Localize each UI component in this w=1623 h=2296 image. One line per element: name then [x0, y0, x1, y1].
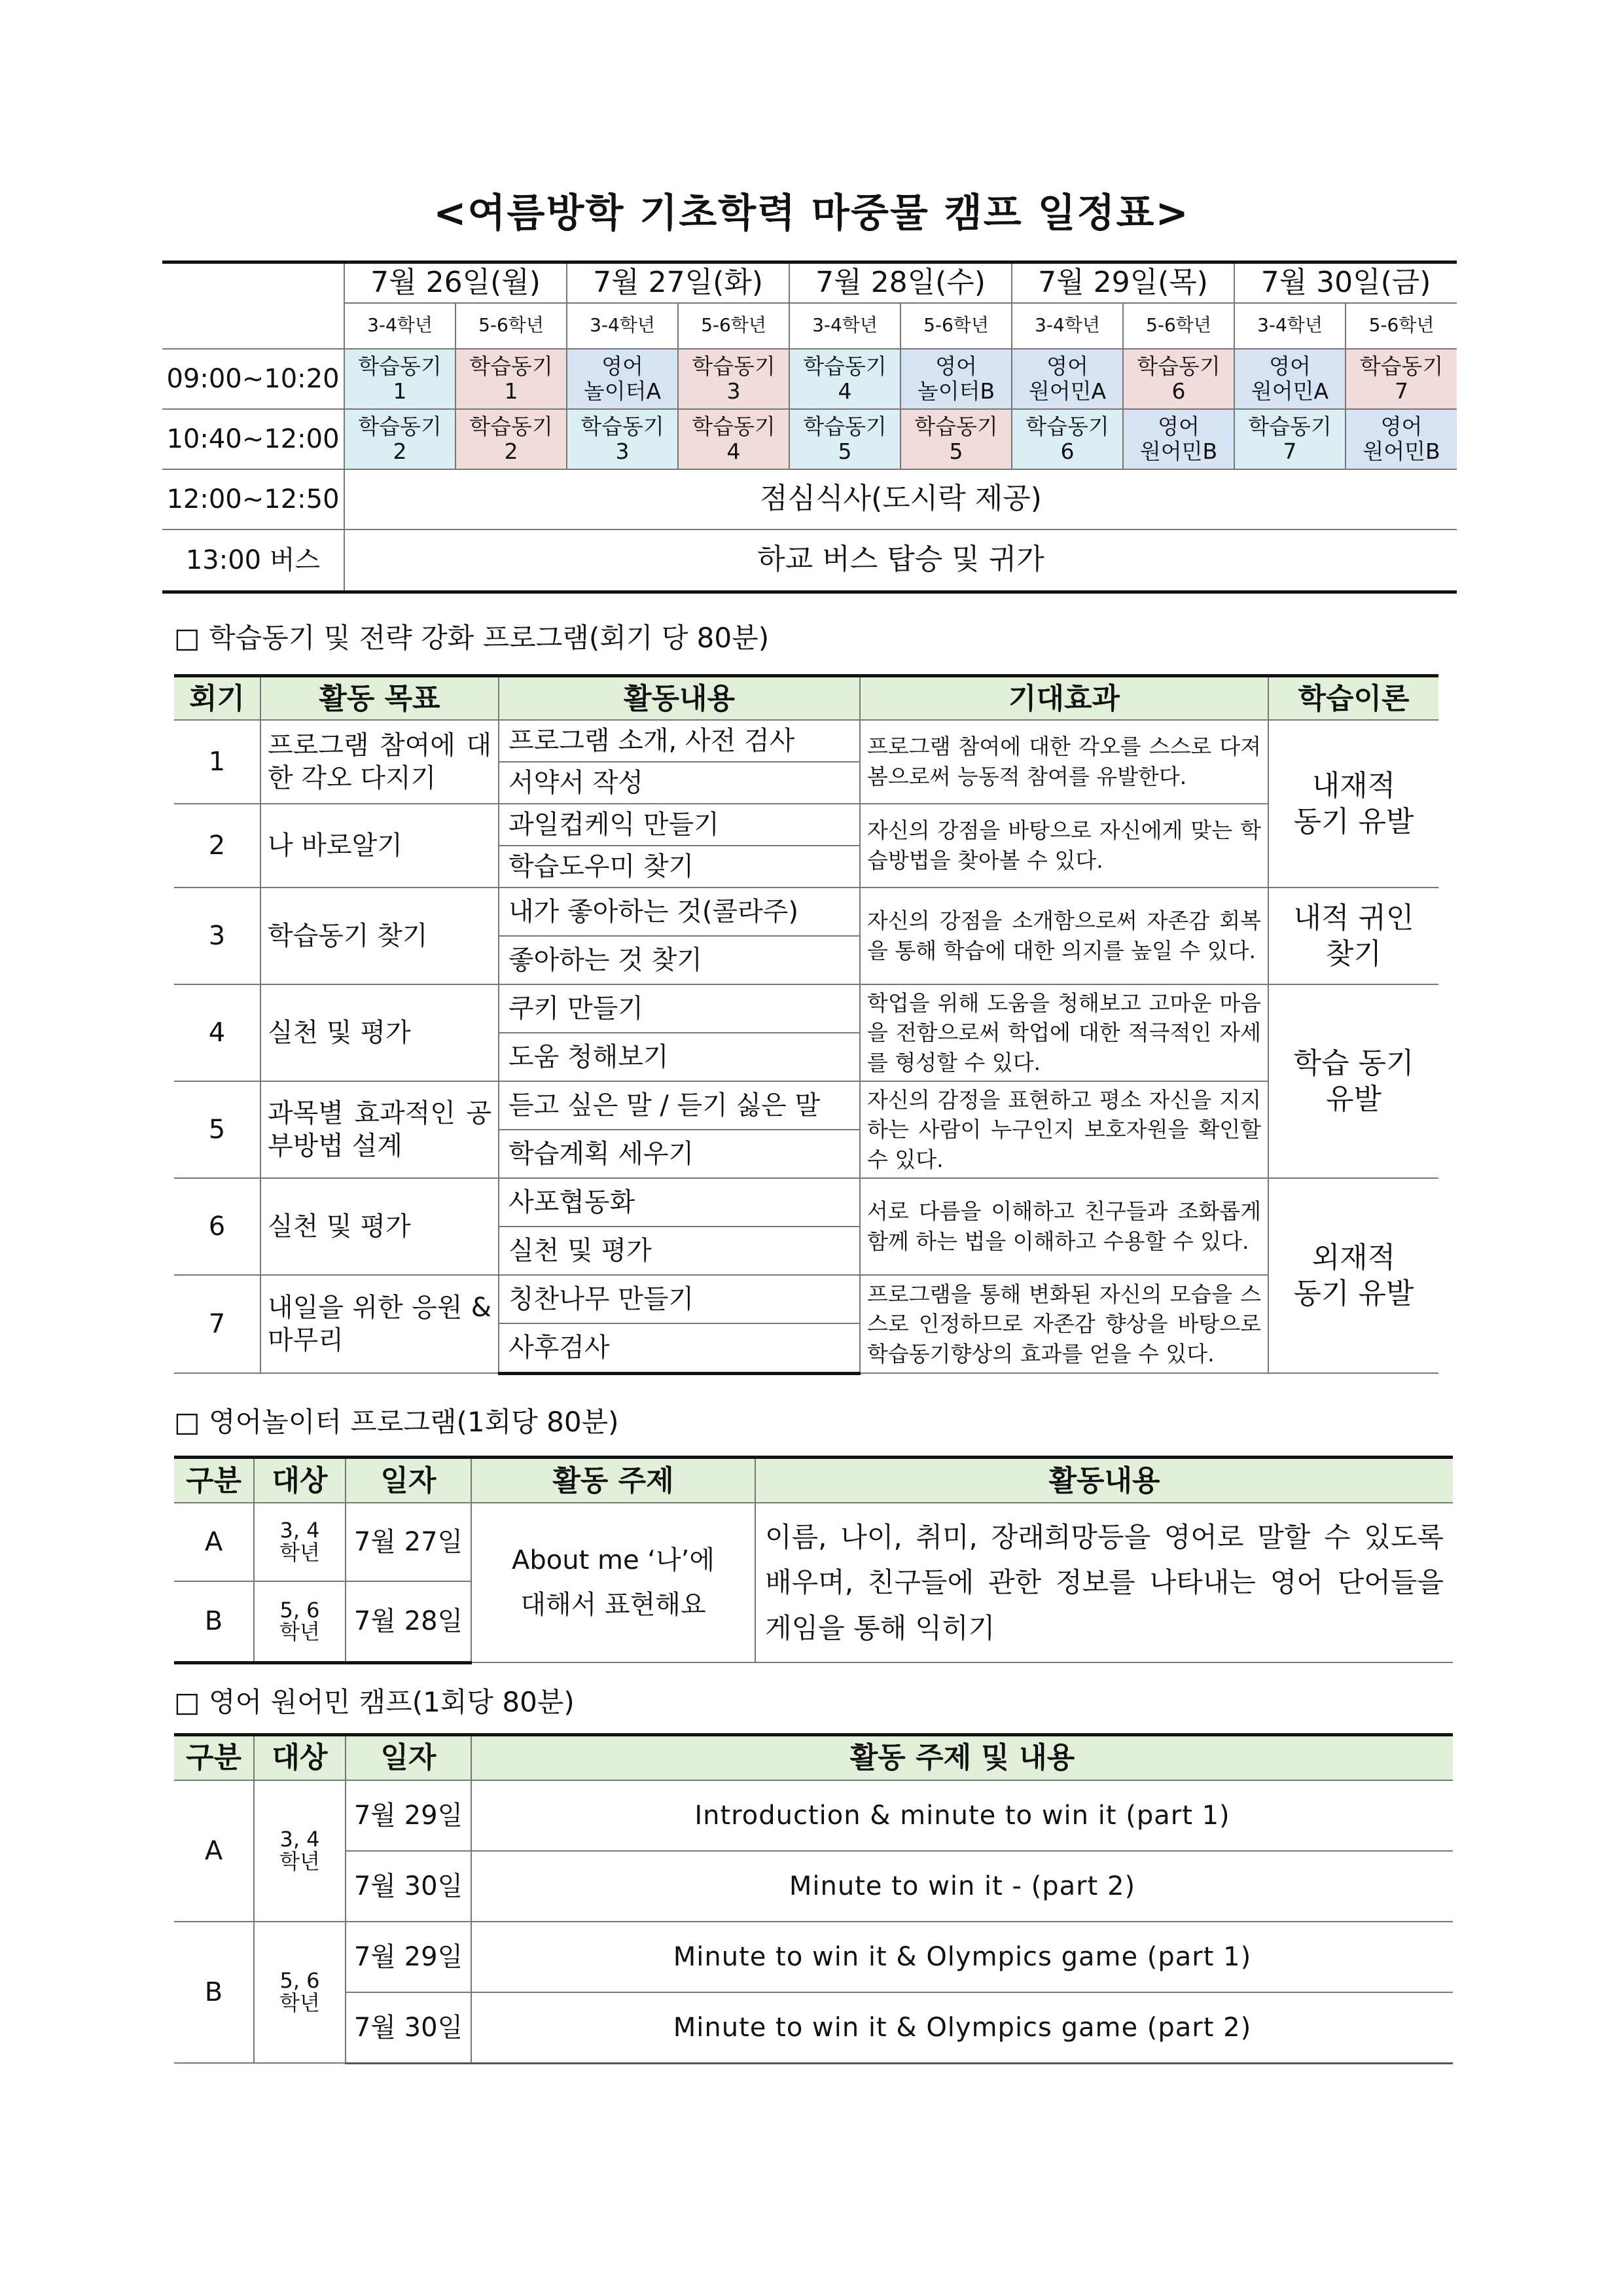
learning-theory: 학습 동기 유발 [1268, 984, 1438, 1178]
learning-theory: 내적 귀인 찾기 [1268, 888, 1438, 984]
session-activity: 내가 좋아하는 것(콜라주) [499, 888, 860, 936]
schedule-cell: 영어 원어민B [1346, 409, 1457, 469]
column-header: 활동 목표 [260, 676, 499, 721]
target-grade: 5, 6 학년 [254, 1581, 346, 1662]
session-effect: 서로 다름을 이해하고 친구들과 조화롭게 함께 하는 법을 이해하고 수용할 수 있다. [860, 1178, 1268, 1275]
session-effect: 프로그램 참여에 대한 각오를 스스로 다져봄으로써 능동적 참여를 유발한다. [860, 720, 1268, 804]
schedule-cell: 영어 원어민A [1012, 349, 1123, 409]
schedule-cell: 학습동기 7 [1346, 349, 1457, 409]
group-label: A [174, 1503, 254, 1581]
column-header: 구분 [174, 1735, 254, 1781]
column-header: 활동내용 [755, 1458, 1453, 1503]
column-header: 활동 주제 [471, 1458, 755, 1503]
grade-label: 3-4학년 [1234, 303, 1346, 349]
camp-topic: Minute to win it & Olympics game (part 2) [471, 1992, 1453, 2063]
time-slot: 12:00~12:50 [162, 469, 344, 529]
schedule-cell: 학습동기 2 [344, 409, 455, 469]
session-activity: 도움 청해보기 [499, 1033, 860, 1081]
time-slot: 13:00 버스 [162, 529, 344, 592]
grade-label: 3-4학년 [567, 303, 678, 349]
target-grade: 3, 4 학년 [254, 1780, 346, 1922]
session-activity: 학습도우미 찾기 [499, 846, 860, 888]
schedule-corner [162, 262, 344, 349]
session-goal: 학습동기 찾기 [260, 888, 499, 984]
time-slot: 10:40~12:00 [162, 409, 344, 469]
schedule-cell: 학습동기 1 [344, 349, 455, 409]
target-grade: 5, 6 학년 [254, 1922, 346, 2063]
schedule-cell: 학습동기 5 [789, 409, 901, 469]
session-goal: 실천 및 평가 [260, 984, 499, 1081]
session-goal: 실천 및 평가 [260, 1178, 499, 1275]
schedule-cell: 학습동기 7 [1234, 409, 1346, 469]
activity-content: 이름, 나이, 취미, 장래희망등을 영어로 말할 수 있도록 배우며, 친구들에 관한 정보를 나타내는 영어 단어들을 게임을 통해 익히기 [755, 1503, 1453, 1662]
column-header: 대상 [254, 1735, 346, 1781]
schedule-cell: 학습동기 2 [455, 409, 567, 469]
schedule-cell: 학습동기 4 [678, 409, 789, 469]
grade-label: 3-4학년 [344, 303, 455, 349]
session-effect: 학업을 위해 도움을 청해보고 고마운 마음을 전함으로써 학업에 대한 적극적인 자세를 형성할 수 있다. [860, 984, 1268, 1081]
session-effect: 자신의 감정을 표현하고 평소 자신을 지지하는 사람이 누구인지 보호자원을 확인할 수 있다. [860, 1081, 1268, 1178]
session-number: 5 [174, 1081, 260, 1178]
session-goal: 프로그램 참여에 대한 각오 다지기 [260, 720, 499, 804]
schedule-cell: 학습동기 3 [567, 409, 678, 469]
session-activity: 듣고 싶은 말 / 듣기 싫은 말 [499, 1081, 860, 1130]
schedule-cell: 영어 놀이터B [901, 349, 1012, 409]
column-header: 기대효과 [860, 676, 1268, 721]
schedule-day: 7월 27일(화) [567, 262, 789, 303]
grade-label: 5-6학년 [455, 303, 567, 349]
session-activity: 사포협동화 [499, 1178, 860, 1227]
date-cell: 7월 28일 [346, 1581, 471, 1662]
session-effect: 자신의 강점을 바탕으로 자신에게 맞는 학습방법을 찾아볼 수 있다. [860, 804, 1268, 888]
learning-theory: 내재적 동기 유발 [1268, 720, 1438, 888]
schedule-cell: 학습동기 4 [789, 349, 901, 409]
grade-label: 5-6학년 [1346, 303, 1457, 349]
date-cell: 7월 30일 [346, 1992, 471, 2063]
session-activity: 과일컵케익 만들기 [499, 804, 860, 846]
camp-topic: Minute to win it & Olympics game (part 1) [471, 1922, 1453, 1992]
group-label: B [174, 1581, 254, 1662]
bus-cell: 하교 버스 탑승 및 귀가 [344, 529, 1457, 592]
schedule-cell: 영어 놀이터A [567, 349, 678, 409]
session-number: 4 [174, 984, 260, 1081]
grade-label: 5-6학년 [901, 303, 1012, 349]
session-number: 6 [174, 1178, 260, 1275]
column-header: 학습이론 [1268, 676, 1438, 721]
session-number: 1 [174, 720, 260, 804]
column-header: 구분 [174, 1458, 254, 1503]
schedule-cell: 영어 원어민A [1234, 349, 1346, 409]
schedule-table [162, 260, 1457, 594]
activity-topic: About me ‘나’에 대해서 표현해요 [471, 1503, 755, 1662]
schedule-cell: 영어 원어민B [1123, 409, 1234, 469]
schedule-cell: 학습동기 1 [455, 349, 567, 409]
native-camp-table [174, 1733, 1453, 2064]
session-effect: 자신의 강점을 소개함으로써 자존감 회복을 통해 학습에 대한 의지를 높일 수 있다. [860, 888, 1268, 984]
date-cell: 7월 30일 [346, 1851, 471, 1922]
learning-theory: 외재적 동기 유발 [1268, 1178, 1438, 1373]
session-goal: 과목별 효과적인 공부방법 설계 [260, 1081, 499, 1178]
session-number: 3 [174, 888, 260, 984]
schedule-day: 7월 26일(월) [344, 262, 567, 303]
grade-label: 3-4학년 [789, 303, 901, 349]
schedule-cell: 학습동기 5 [901, 409, 1012, 469]
column-header: 일자 [346, 1458, 471, 1503]
column-header: 일자 [346, 1735, 471, 1781]
column-header: 회기 [174, 676, 260, 721]
session-activity: 실천 및 평가 [499, 1227, 860, 1275]
date-cell: 7월 29일 [346, 1780, 471, 1851]
session-number: 7 [174, 1275, 260, 1373]
schedule-day: 7월 28일(수) [789, 262, 1012, 303]
group-label: B [174, 1922, 254, 2063]
session-goal: 나 바로알기 [260, 804, 499, 888]
grade-label: 5-6학년 [1123, 303, 1234, 349]
column-header: 활동 주제 및 내용 [471, 1735, 1453, 1781]
session-activity: 서약서 작성 [499, 762, 860, 804]
lunch-cell: 점심식사(도시락 제공) [344, 469, 1457, 529]
session-activity: 칭찬나무 만들기 [499, 1275, 860, 1323]
schedule-cell: 학습동기 3 [678, 349, 789, 409]
session-activity: 프로그램 소개, 사전 검사 [499, 720, 860, 762]
session-effect: 프로그램을 통해 변화된 자신의 모습을 스스로 인정하므로 자존감 향상을 바탕으로 학습동기향상의 효과를 얻을 수 있다. [860, 1275, 1268, 1373]
schedule-cell: 학습동기 6 [1123, 349, 1234, 409]
column-header: 대상 [254, 1458, 346, 1503]
session-activity: 좋아하는 것 찾기 [499, 936, 860, 984]
playground-table [174, 1456, 1453, 1664]
session-number: 2 [174, 804, 260, 888]
motivation-table [174, 674, 1438, 1375]
page-title: <여름방학 기초학력 마중물 캠프 일정표> [433, 190, 1190, 236]
schedule-day: 7월 29일(목) [1012, 262, 1234, 303]
time-slot: 09:00~10:20 [162, 349, 344, 409]
motivation-heading: □ 학습동기 및 전략 강화 프로그램(회기 당 80분) [174, 622, 770, 654]
native-heading: □ 영어 원어민 캠프(1회당 80분) [174, 1686, 575, 1718]
camp-topic: Minute to win it - (part 2) [471, 1851, 1453, 1922]
playground-heading: □ 영어놀이터 프로그램(1회당 80분) [174, 1406, 619, 1438]
session-goal: 내일을 위한 응원 & 마무리 [260, 1275, 499, 1373]
grade-label: 3-4학년 [1012, 303, 1123, 349]
group-label: A [174, 1780, 254, 1922]
session-activity: 쿠키 만들기 [499, 984, 860, 1033]
session-activity: 학습계획 세우기 [499, 1130, 860, 1178]
schedule-cell: 학습동기 6 [1012, 409, 1123, 469]
column-header: 활동내용 [499, 676, 860, 721]
grade-label: 5-6학년 [678, 303, 789, 349]
date-cell: 7월 29일 [346, 1922, 471, 1992]
schedule-day: 7월 30일(금) [1234, 262, 1457, 303]
session-activity: 사후검사 [499, 1323, 860, 1373]
target-grade: 3, 4 학년 [254, 1503, 346, 1581]
date-cell: 7월 27일 [346, 1503, 471, 1581]
camp-topic: Introduction & minute to win it (part 1) [471, 1780, 1453, 1851]
